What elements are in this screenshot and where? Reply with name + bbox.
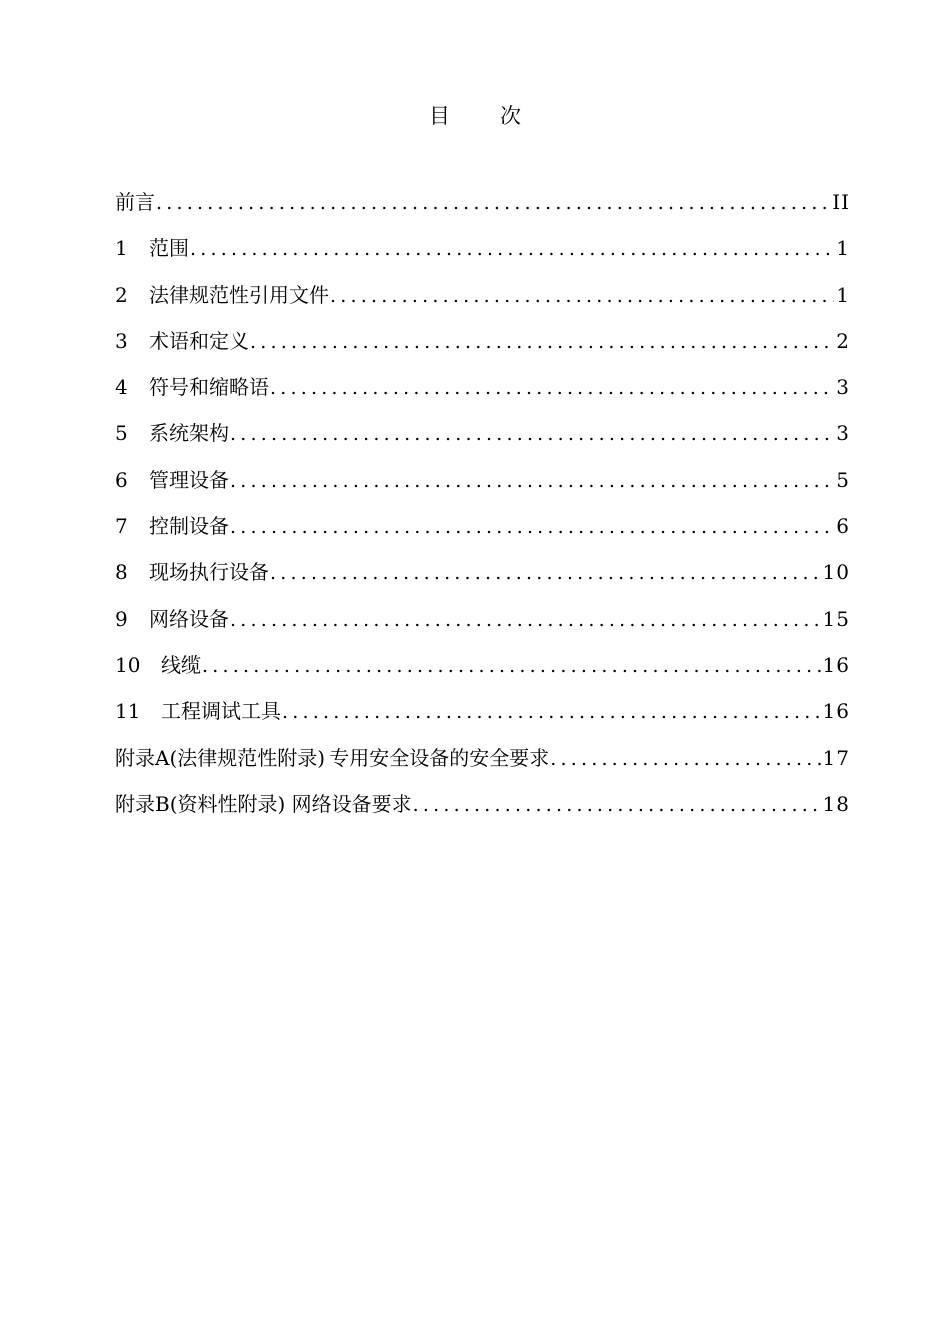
toc-entry-number: 6	[115, 467, 128, 492]
toc-entry-number: 10	[115, 652, 141, 677]
dot-leader	[156, 187, 830, 219]
toc-entry-title: 术语和定义	[149, 328, 249, 353]
toc-entry-title: 工程调试工具	[161, 699, 281, 724]
toc-entry-page: 18	[822, 791, 850, 816]
toc-entry-title: 现场执行设备	[149, 560, 269, 585]
toc-entry-10[interactable]	[115, 649, 850, 695]
toc-entry-title: 法律规范性引用文件	[149, 282, 329, 307]
toc-entry-6[interactable]	[115, 464, 850, 510]
dot-leader	[230, 418, 834, 450]
dot-leader	[190, 233, 834, 265]
toc-entry-page: 16	[822, 652, 850, 677]
toc-entry-page: 3	[836, 375, 850, 400]
toc-entry-page: 1	[836, 236, 850, 261]
toc-entry-page: 16	[822, 699, 850, 724]
toc-entry-page: 2	[836, 328, 850, 353]
toc-heading-part2: 次	[500, 104, 521, 128]
toc-heading-part1: 目	[429, 104, 450, 128]
toc-entry-page: 5	[836, 467, 850, 492]
toc-entry-appendix-a[interactable]	[115, 742, 850, 788]
toc-entry-4[interactable]	[115, 371, 850, 417]
toc-entry-title: 网络设备要求	[291, 791, 412, 816]
toc-entry-prefix: 附录A(法律规范性附录)	[115, 745, 326, 770]
toc-entry-page: 10	[822, 560, 850, 585]
dot-leader	[230, 511, 834, 543]
toc-entry-page: 3	[836, 421, 850, 446]
toc-entry-page: 6	[836, 514, 850, 539]
toc-entry-number: 1	[115, 236, 128, 261]
dot-leader	[413, 789, 821, 821]
toc-entry-title: 管理设备	[149, 467, 229, 492]
toc-entry-number: 9	[115, 606, 128, 631]
toc-entry-number: 3	[115, 328, 128, 353]
toc-entry-title: 线缆	[161, 652, 201, 677]
toc-entry-title: 范围	[149, 236, 189, 261]
toc-entry-11[interactable]	[115, 695, 850, 741]
toc-entry-title: 专用安全设备的安全要求	[329, 745, 550, 770]
toc-entry-5[interactable]	[115, 417, 850, 463]
toc-entry-page: 15	[822, 606, 850, 631]
dot-leader	[282, 696, 821, 728]
toc-entry-7[interactable]	[115, 510, 850, 556]
toc-entry-number: 5	[115, 421, 128, 446]
toc-entry-number: 7	[115, 514, 128, 539]
dot-leader	[202, 650, 821, 682]
toc-entry-title: 系统架构	[149, 421, 229, 446]
toc-entry-appendix-b[interactable]	[115, 788, 850, 834]
dot-leader	[550, 743, 820, 775]
toc-entry-page: 1	[836, 282, 850, 307]
toc-entry-prefix: 附录B(资料性附录)	[115, 791, 286, 816]
dot-leader	[250, 326, 834, 358]
dot-leader	[330, 280, 834, 312]
dot-leader	[230, 604, 821, 636]
toc-entry-number: 8	[115, 560, 128, 585]
toc-entry-number: 4	[115, 375, 128, 400]
toc-entry-3[interactable]	[115, 325, 850, 371]
toc-heading	[0, 101, 950, 131]
toc-entry-title: 前言	[115, 190, 155, 214]
dot-leader	[270, 557, 821, 589]
toc-entry-title: 控制设备	[149, 514, 229, 539]
toc-entry-8[interactable]	[115, 556, 850, 602]
toc-entry-9[interactable]	[115, 603, 850, 649]
toc-entry-page: II	[832, 190, 850, 214]
toc-entry-1[interactable]	[115, 232, 850, 278]
toc-entry-title: 网络设备	[149, 606, 229, 631]
toc-entry-number: 2	[115, 282, 128, 307]
toc-entry-2[interactable]	[115, 279, 850, 325]
toc-entry-page: 17	[822, 745, 850, 770]
table-of-contents	[115, 186, 850, 834]
toc-entry-foreword[interactable]	[115, 186, 850, 232]
toc-entry-title: 符号和缩略语	[149, 375, 269, 400]
dot-leader	[270, 372, 834, 404]
dot-leader	[230, 465, 834, 497]
toc-entry-number: 11	[115, 699, 141, 724]
